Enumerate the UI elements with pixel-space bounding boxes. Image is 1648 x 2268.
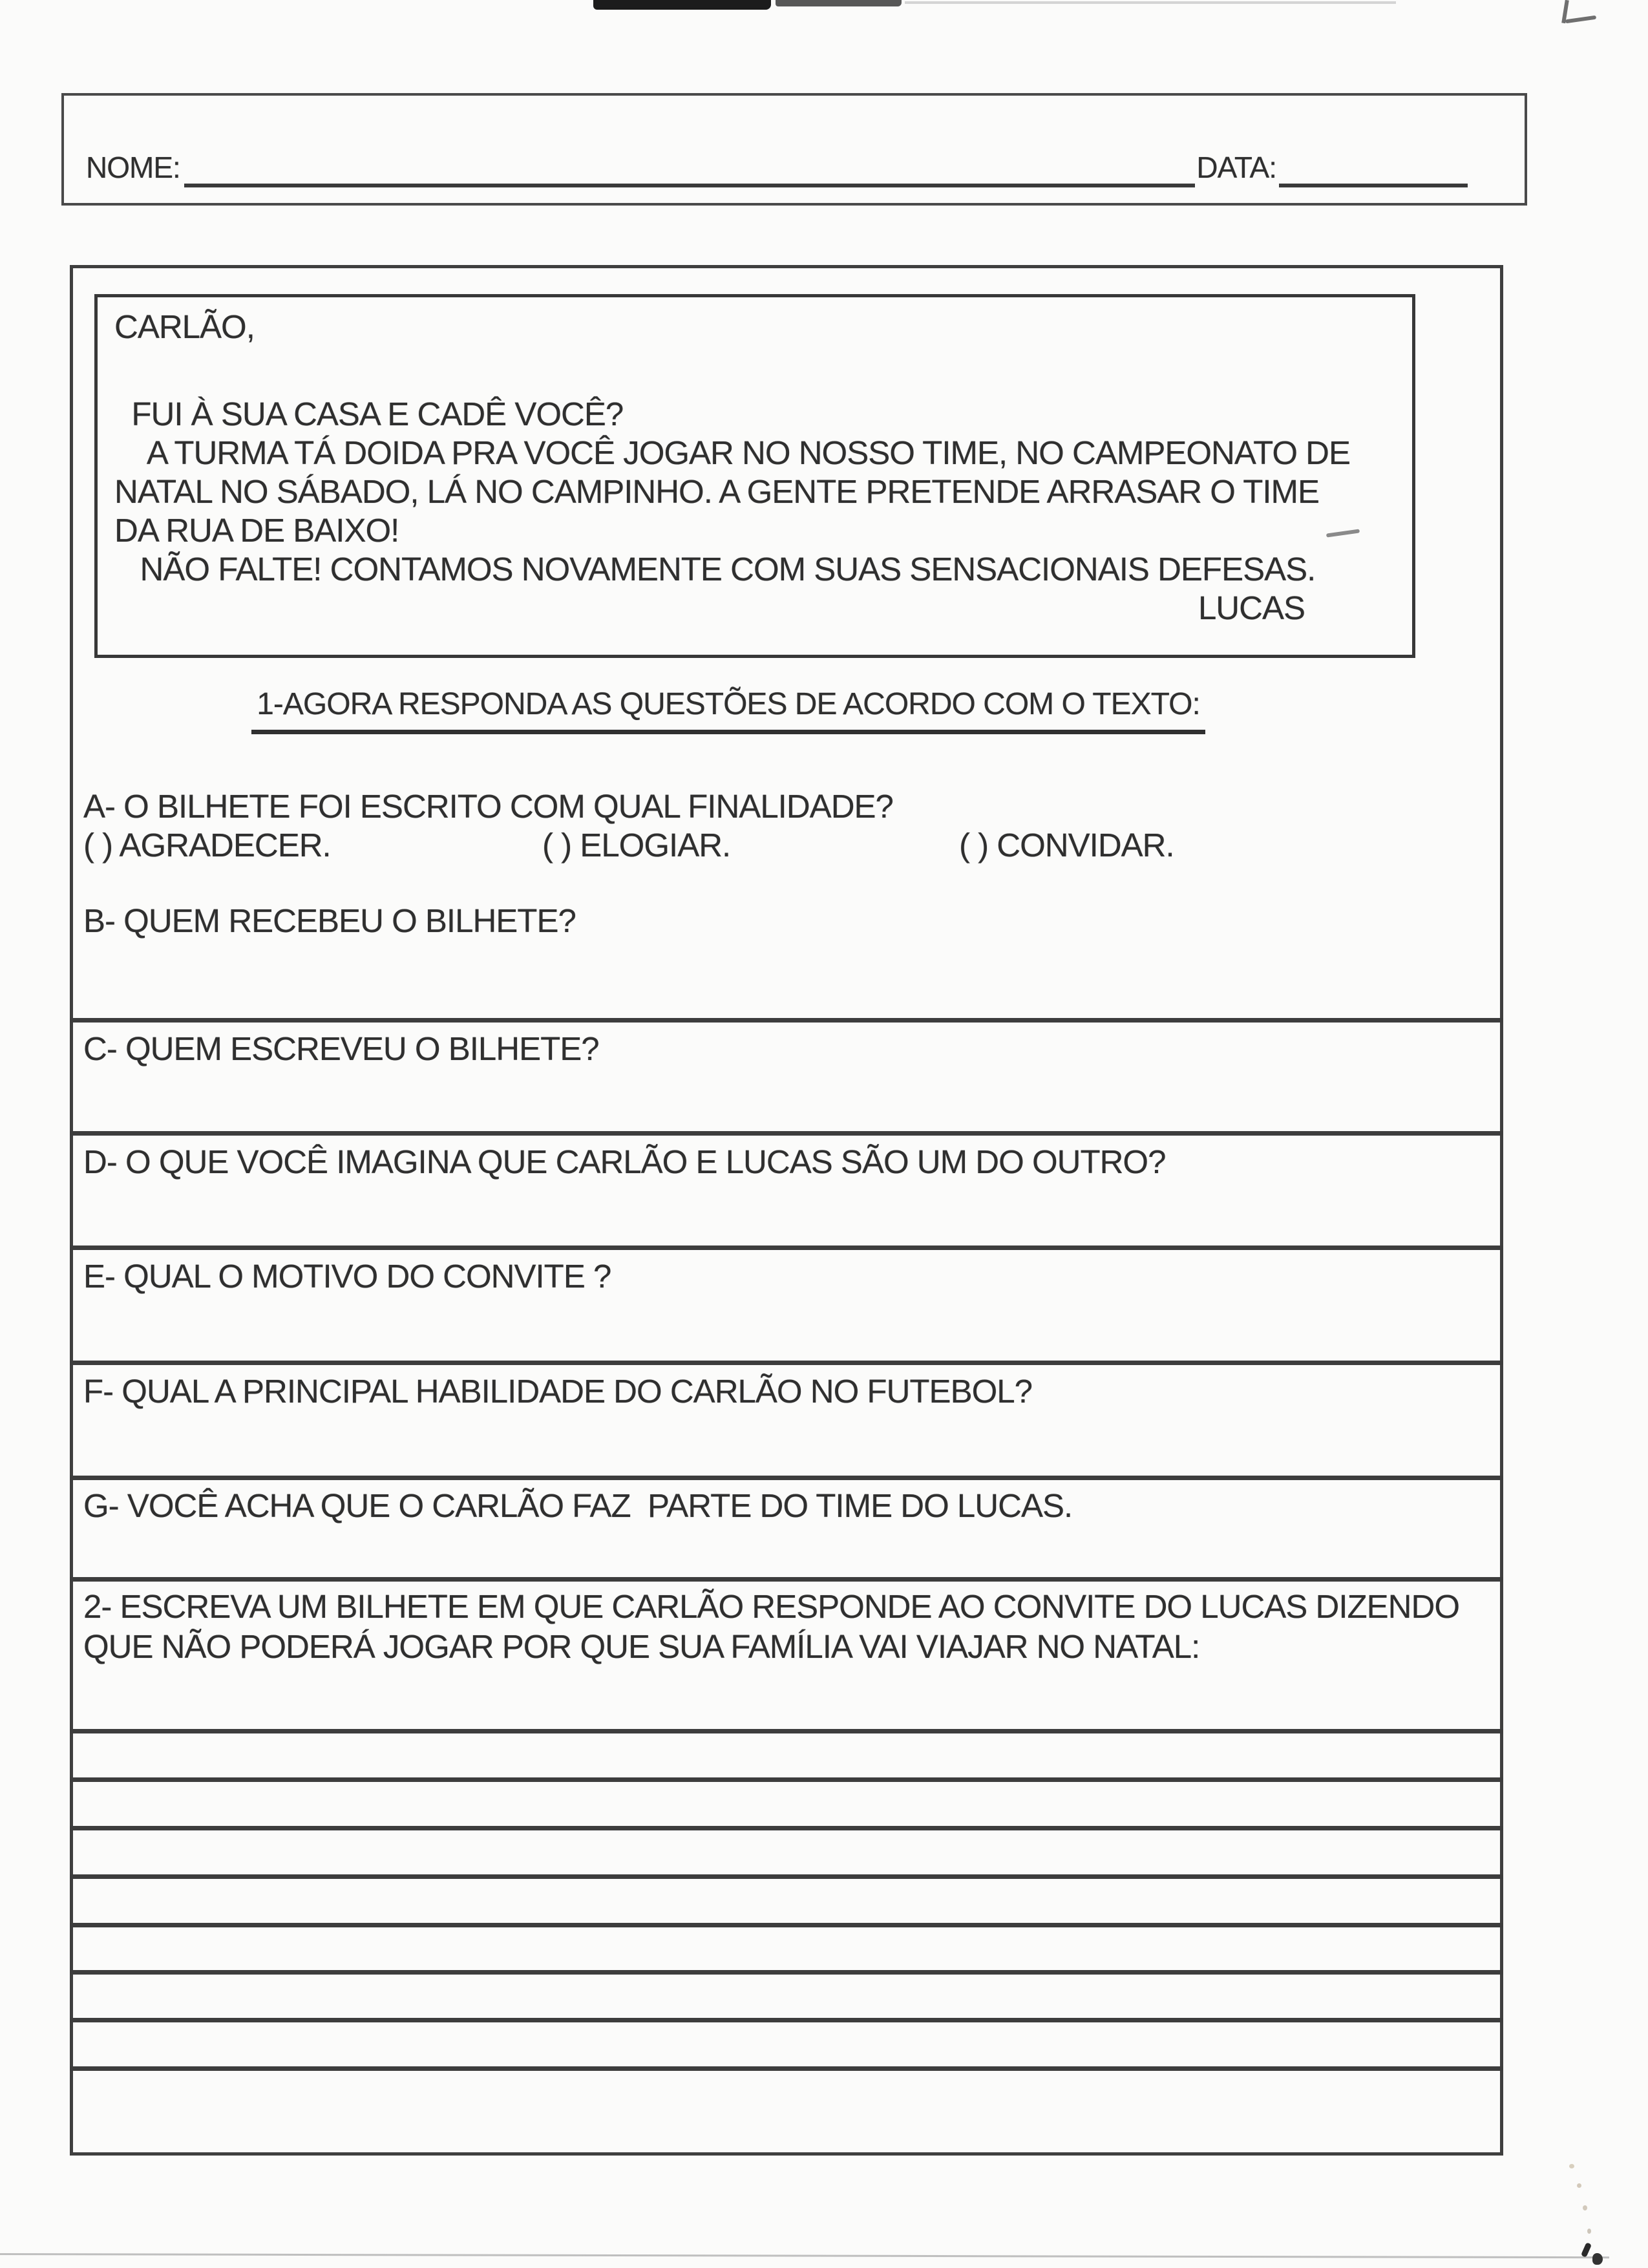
answer-line-f (70, 1476, 1503, 1480)
question-d: D- O QUE VOCÊ IMAGINA QUE CARLÃO E LUCAS SÃO UM DO OUTRO? (83, 1143, 1166, 1180)
answer-line-d (70, 1245, 1503, 1250)
note-signature: LUCAS (1198, 589, 1305, 626)
question-2-prompt-line: 2- ESCREVA UM BILHETE EM QUE CARLÃO RESPONDE AO CONVITE DO LUCAS DIZENDO (83, 1588, 1459, 1625)
scan-artifact-top-smudge (593, 0, 771, 10)
option-elogiar: ( ) ELOGIAR. (542, 827, 731, 864)
note-salutation: CARLÃO, (114, 308, 255, 345)
writing-line-2 (70, 1777, 1503, 1782)
scan-artifact-speck-trail (1587, 2229, 1591, 2234)
section1-heading: 1-AGORA RESPONDA AS QUESTÕES DE ACORDO COM O TEXTO: (251, 686, 1205, 734)
answer-line-e (70, 1361, 1503, 1365)
name-label: NOME: (86, 151, 180, 184)
writing-line-7 (70, 2018, 1503, 2022)
writing-line-8 (70, 2066, 1503, 2071)
scan-artifact-bottom-right-blob (1592, 2253, 1603, 2265)
note-box (94, 294, 1415, 658)
scan-artifact-top-smudge-2 (776, 0, 902, 6)
writing-line-3 (70, 1826, 1503, 1830)
note-line: FUI À SUA CASA E CADÊ VOCÊ? (114, 396, 624, 432)
answer-line-c (70, 1131, 1503, 1136)
name-date-box (61, 93, 1527, 206)
note-line: NATAL NO SÁBADO, LÁ NO CAMPINHO. A GENTE PRETENDE ARRASAR O TIME (114, 473, 1320, 510)
writing-line-1 (70, 1729, 1503, 1733)
scan-artifact-top-right-mark (1561, 0, 1569, 23)
writing-line-5 (70, 1923, 1503, 1927)
scan-artifact-speck-trail (1577, 2183, 1581, 2188)
scan-artifact-bottom-right-tick (1581, 2242, 1592, 2258)
scan-artifact-top-smudge-3 (905, 1, 1396, 4)
scan-artifact-speck-trail (1569, 2164, 1574, 2168)
question-g: G- VOCÊ ACHA QUE O CARLÃO FAZ PARTE DO TIME DO LUCAS. (83, 1487, 1073, 1524)
question-a-text: A- O BILHETE FOI ESCRITO COM QUAL FINALIDADE? (83, 788, 893, 825)
date-label: DATA: (1196, 151, 1276, 184)
answer-line-g (70, 1577, 1503, 1582)
question-2-prompt (73, 1587, 1500, 1667)
question-2-prompt-line: QUE NÃO PODERÁ JOGAR POR QUE SUA FAMÍLIA VAI VIAJAR NO NATAL: (83, 1628, 1200, 1665)
question-a (73, 787, 1500, 865)
date-blank-line (1279, 177, 1468, 187)
note-spacer (114, 346, 1395, 395)
option-agradecer: ( ) AGRADECER. (83, 827, 331, 864)
scan-artifact-bottom-edge-line (0, 2253, 1609, 2258)
note-line: NÃO FALTE! CONTAMOS NOVAMENTE COM SUAS SENSACIONAIS DEFESAS. (114, 551, 1316, 588)
question-e: E- QUAL O MOTIVO DO CONVITE ? (83, 1258, 611, 1295)
section1-heading-row (73, 686, 1500, 734)
question-a-options (83, 826, 1500, 865)
writing-line-4 (70, 1874, 1503, 1879)
scan-artifact-top-right-mark-2 (1565, 16, 1596, 24)
note-line: DA RUA DE BAIXO! (114, 512, 399, 549)
question-b: B- QUEM RECEBEU O BILHETE? (83, 902, 576, 939)
question-f: F- QUAL A PRINCIPAL HABILIDADE DO CARLÃO NO FUTEBOL? (83, 1373, 1032, 1410)
writing-line-6 (70, 1970, 1503, 1975)
option-convidar: ( ) CONVIDAR. (959, 827, 1174, 864)
note-line: A TURMA TÁ DOIDA PRA VOCÊ JOGAR NO NOSSO TIME, NO CAMPEONATO DE (114, 434, 1351, 471)
worksheet-body-box (70, 265, 1503, 2156)
question-c: C- QUEM ESCREVEU O BILHETE? (83, 1030, 599, 1067)
answer-line-b (70, 1018, 1503, 1023)
scan-artifact-speck-trail (1583, 2205, 1587, 2210)
name-blank-line (184, 177, 1196, 187)
